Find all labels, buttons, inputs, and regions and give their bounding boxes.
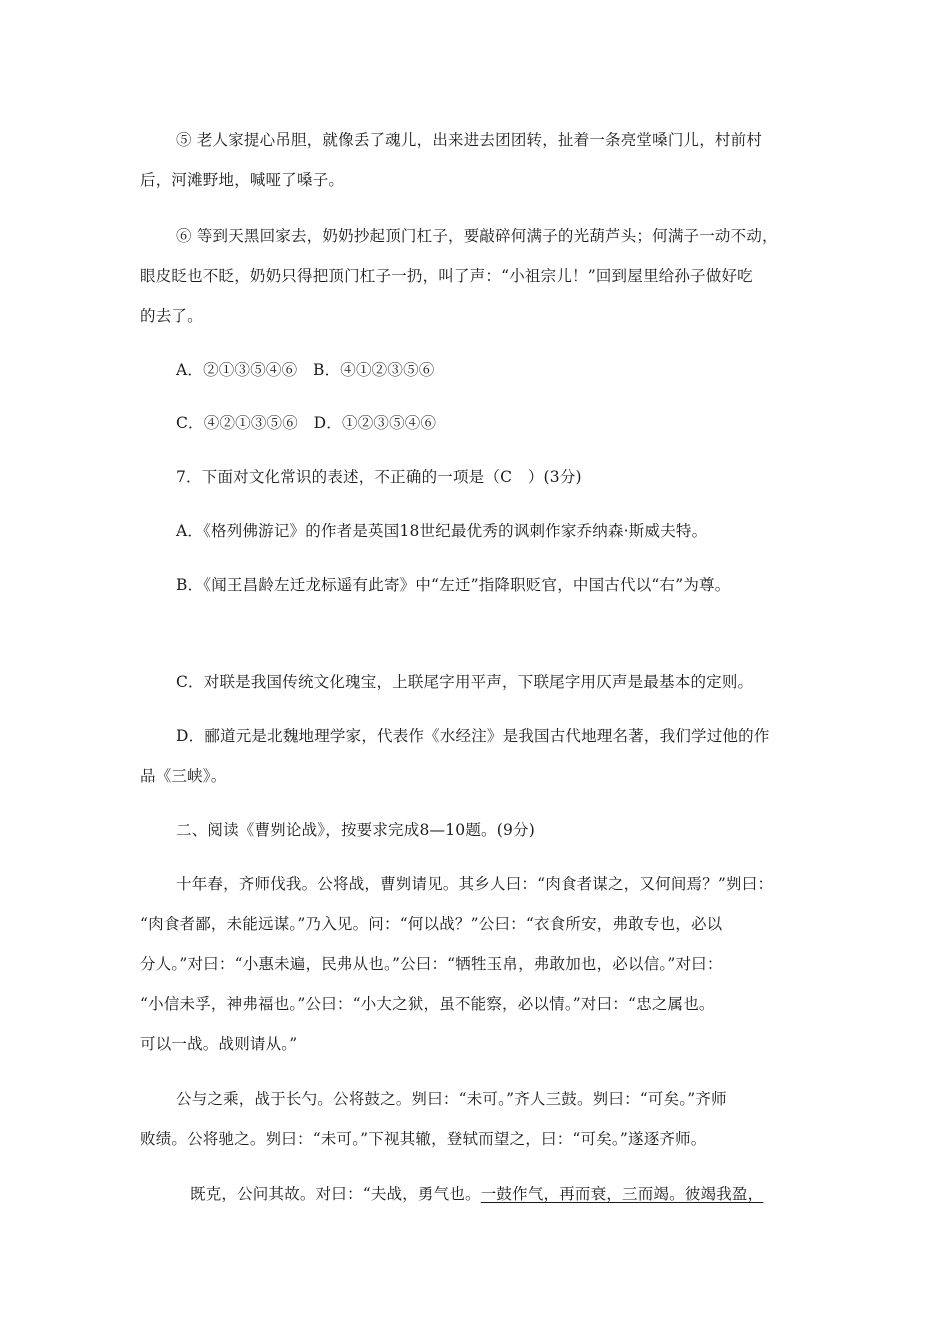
passage-para-1-line-3: 分人。”对曰：“小惠未遍，民弗从也。”公曰：“牺牲玉帛，弗敢加也，必以信。”对曰： [140,955,723,973]
q7-stem: 7．下面对文化常识的表述，不正确的一项是（C ）(3分) [176,468,582,486]
paragraph-5-line-2: 后，河滩野地，喊哑了嗓子。 [140,171,345,189]
passage-para-2-line-2: 败绩。公将驰之。刿曰：“未可。”下视其辙，登轼而望之，曰：“可矣。”遂逐齐师。 [140,1130,707,1148]
q7-option-d-line-1: D．郦道元是北魏地理学家，代表作《水经注》是我国古代地理名著，我们学过他的作 [176,727,770,745]
passage-para-1-line-1: 十年春，齐师伐我。公将战，曹刿请见。其乡人曰：“肉食者谋之，又何间焉？”刿曰： [176,875,774,893]
passage-para-1-line-2: “肉食者鄙，未能远谋。”乃入见。问：“何以战？”公曰：“衣食所安，弗敢专也，必以 [140,915,723,933]
q7-option-c: C．对联是我国传统文化瑰宝，上联尾字用平声，下联尾字用仄声是最基本的定则。 [176,673,754,691]
paragraph-5-line-1: ⑤ 老人家提心吊胆，就像丢了魂儿，出来进去团团转，扯着一条亮堂嗓门儿，村前村 [176,131,763,149]
passage-para-3-line-1 [190,1184,763,1204]
q6-options-c-d: C．④②①③⑤⑥ D．①②③⑤④⑥ [176,414,437,432]
q6-options-a-b: A．②①③⑤④⑥ B．④①②③⑤⑥ [176,361,435,379]
q7-option-d-line-2: 品《三峡》。 [140,767,227,785]
paragraph-6-line-1: ⑥ 等到天黑回家去，奶奶抄起顶门杠子，要敲碎何满子的光葫芦头；何满子一动不动， [176,227,778,245]
passage-para-1-line-4: “小信未孚，神弗福也。”公曰：“小大之狱，虽不能察，必以情。”对曰：“忠之属也。 [140,995,715,1013]
passage-para-1-line-5: 可以一战。战则请从。” [140,1035,298,1053]
section-2-heading: 二、阅读《曹刿论战》，按要求完成8—10题。(9分) [176,821,535,839]
q7-option-a: A．《格列佛游记》的作者是英国18世纪最优秀的讽刺作家乔纳森·斯威夫特。 [176,522,708,540]
passage-para-3-plain-text: 既克，公问其故。对曰：“夫战，勇气也。 [190,1185,481,1203]
passage-para-2-line-1: 公与之乘，战于长勺。公将鼓之。刿曰：“未可。”齐人三鼓。刿曰：“可矣。”齐师 [176,1090,727,1108]
paragraph-6-line-2: 眼皮眨也不眨，奶奶只得把顶门杠子一扔，叫了声：“小祖宗儿！”回到屋里给孙子做好吃 [140,267,753,285]
passage-para-3-underlined-text: 一鼓作气，再而衰，三而竭。彼竭我盈， [480,1185,764,1203]
paragraph-6-line-3: 的去了。 [140,307,203,325]
q7-option-b: B．《闻王昌龄左迁龙标遥有此寄》中“左迁”指降职贬官，中国古代以“右”为尊。 [176,576,731,594]
